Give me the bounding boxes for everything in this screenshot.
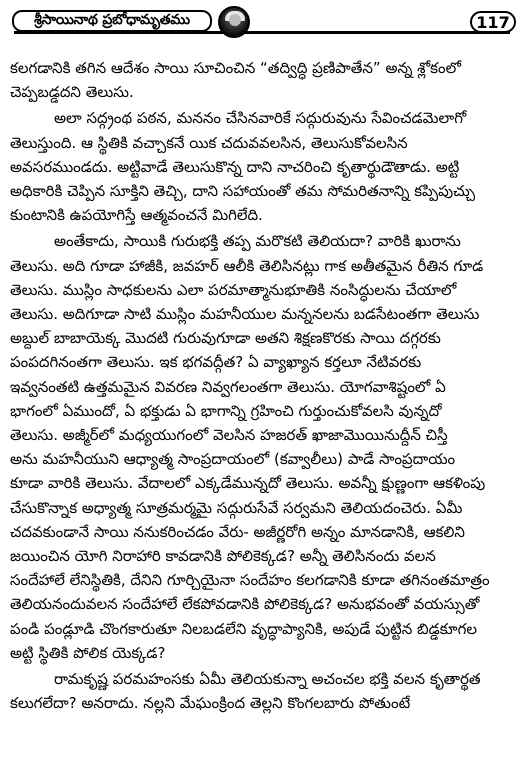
paragraph	[10, 229, 510, 665]
text-line: జయించిన యోగి నిరాహారి కావడానికి పోలికెక్కడ? అన్నీ తెలిసినందు వలన	[10, 547, 436, 566]
text-line: రామకృష్ణ పరమహంసకు ఏమీ తెలియకున్నా అచంచల భక్తి వలన కృతార్థత	[54, 670, 481, 689]
text-line: అను మహనీయుని ఆధ్యాత్మ సాంప్రదాయంలో (కవ్వాలీలు) పాడే సాంప్రదాయం	[10, 450, 456, 469]
text-line: అలా సద్గ్రంథ పఠన, మననం చేసినవారికే సద్గురువును సేవించడమెలాగో	[54, 109, 467, 128]
text-line: పండి పండ్లూడి చొంగకారుతూ నిలబడలేని వృద్ధాప్యానికి, అపుడే పుట్టిన బిడ్డకూగల	[10, 619, 477, 638]
running-title: శ్రీసాయినాథ ప్రబోధామృతము	[12, 10, 212, 32]
portrait-face	[229, 14, 241, 26]
text-line: అబ్దుల్ బాబాయెక్క మొదటి గురువుగూడా అతని శిక్షణకొరకు సాయి దగ్గరకు	[10, 329, 441, 348]
text-line: చేసుకొన్నాక అధ్యాత్మ సూత్రమర్మమై సద్గురుసేవే సర్వమని తెలియదంచెరు. ఏమీ	[10, 498, 463, 517]
text-line: తెలుసు. అజ్మీర్‌లో మధ్యయుగంలో వెలసిన హజరత్ ఖాజామొయినుద్దీన్ చిస్తీ	[10, 426, 448, 445]
text-line: అవసరముండదు. అట్టివాడే తెలుసుకొన్న దాని నాచరించి కృతార్థుడౌతాడు. అట్టి	[10, 157, 460, 176]
text-line: అంతేకాదు, సాయికి గురుభక్తి తప్ప మరొకటి తెలియదా? వారికి ఖురాను	[54, 232, 461, 251]
text-line: తెలియనందువలన సందేహాలే లేకపోవడానికి పోలికెక్కడ? అనుభవంతో వయస్సుతో	[10, 595, 480, 614]
text-line: కూడా వారికి తెలుసు. వేదాలలో ఎక్కడేమున్నదో తెలుసు. అవన్నీ క్షుణ్ణంగా ఆకళింపు	[10, 474, 486, 493]
text-line: అధికారికి చెప్పిన సూక్తిని తెచ్చి, దాని సహాయంతో తమ సోమరితనాన్ని కప్పిపుచ్చు	[10, 182, 476, 201]
text-line: కుంటానికి ఉపయోగిస్తే ఆత్మవంచనే మిగిలేది.	[10, 206, 263, 225]
text-line: తెలుసు. అది గూడా హాజీకి, జవహర్ ఆలీకి తెలిసినట్లు గాక అతీతమైన రీతిన గూడ	[10, 256, 484, 275]
text-line: తెలుస్తుంది. ఆ స్థితికి వచ్చాకనే యిక చదువవలసిన, తెలుసుకోవలసిన	[10, 133, 408, 152]
body-text	[10, 56, 510, 717]
sai-baba-portrait-icon	[218, 6, 250, 38]
text-line: పంపదగినంతగా తెలుసు. ఇక భగవద్గీత? ఏ వ్యాఖ్యాన కర్తలూ నేటివరకు	[10, 353, 422, 372]
text-line: చదవకుండానే సాయి ననుకరించడం వేరు- అజీర్ణరోగి అన్నం మానడానికి, ఆకలిని	[10, 522, 465, 541]
text-line: సందేహాలే లేనిస్థితికి, దేనిని గూర్చియైనా సందేహం కలగడానికి కూడా తగినంతమాత్రం	[10, 571, 490, 590]
text-line: ఇవ్వనంతటి ఉత్తమమైన వివరణ నివ్వగలంతగా తెలుసు. యోగవాశిష్టంలో ఏ	[10, 377, 446, 396]
text-line: కలగడానికి తగిన ఆదేశం సాయి సూచించిన “తద్విద్ధి ప్రణిపాతేన” అన్న శ్లోకంలో	[10, 59, 462, 77]
paragraph	[10, 667, 510, 715]
text-line: తెలుసు. ముస్లిం సాధకులను ఎలా పరమాత్మానుభూతికి నంసిద్ధులను చేయాలో	[10, 280, 457, 299]
page-header	[8, 8, 516, 38]
text-line: అట్టి స్థితికి పోలిక యెక్కడ?	[10, 643, 166, 662]
text-line: కలుగలేదా? అనరాదు. నల్లని మేఘంక్రింద తెల్లని కొంగలబారు పోతుంటే	[10, 694, 411, 713]
page-number: 117	[470, 11, 516, 33]
paragraph	[10, 106, 510, 227]
text-line: చెప్పబడ్డదని తెలుసు.	[10, 83, 134, 102]
text-line: భాగంలో ఏముందో, ఏ భక్తుడు ఏ భాగాన్ని గ్రహించి గుర్తుంచుకోవలసి వున్నదో	[10, 401, 442, 420]
text-line: తెలుసు. అదిగూడా సాటి ముస్లిం మహనీయుల మన్ననలను బడసేటంతగా తెలుసు	[10, 305, 480, 324]
paragraph	[10, 56, 510, 104]
